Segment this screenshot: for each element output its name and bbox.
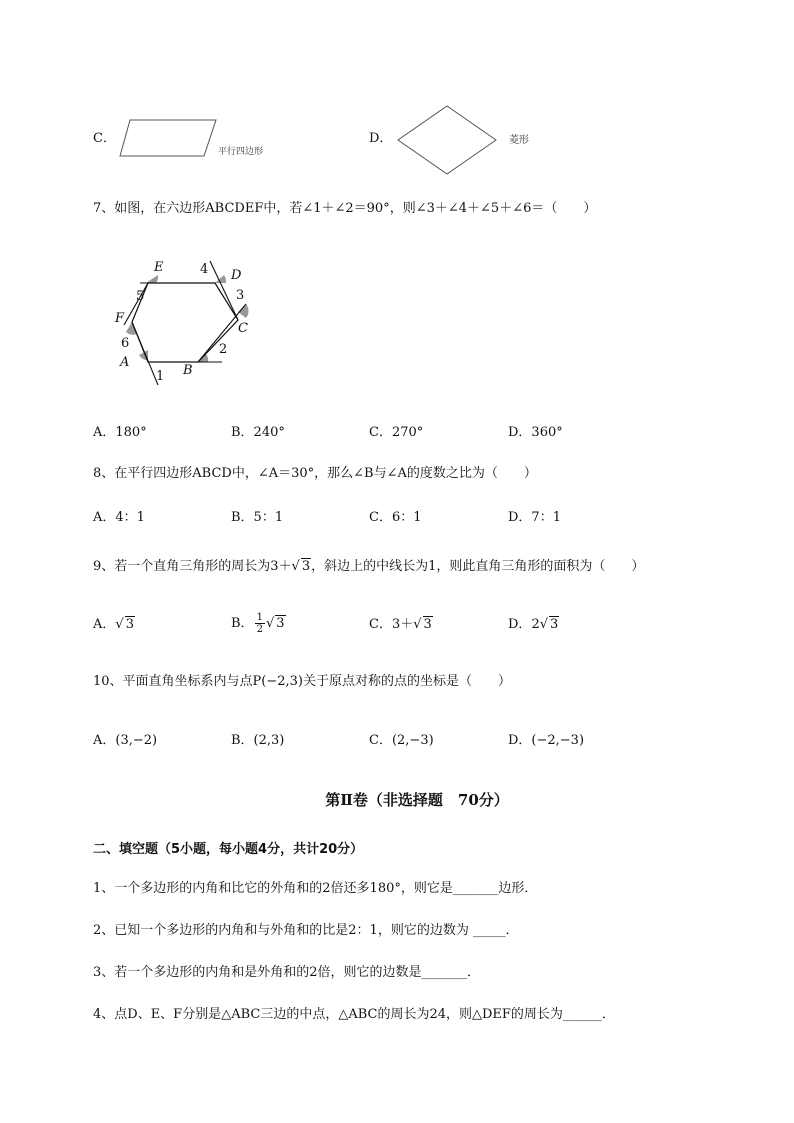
fill-question-1: 1、一个多边形的内角和比它的外角和的2倍还多180°，则它是_______边形． xyxy=(93,881,538,896)
angle-1-label: 1 xyxy=(156,369,165,384)
angle-mark-6 xyxy=(126,322,137,335)
q9-c-label: C． xyxy=(369,617,392,632)
parallelogram-caption: 平行四边形 xyxy=(218,147,264,157)
q9-b-radicand: 3 xyxy=(276,616,285,631)
sqrt-sign: √ xyxy=(265,616,275,631)
q10-option-c: C．(2,−3) xyxy=(369,733,434,748)
q9-d-radicand: 3 xyxy=(550,617,559,632)
sqrt-sign: √ xyxy=(291,559,300,574)
q9-d-pre: 2 xyxy=(531,617,540,632)
q7-option-d: D．360° xyxy=(508,425,563,440)
q8-option-c: C．6：1 xyxy=(369,510,422,525)
q9-option-a xyxy=(93,616,135,634)
fill-question-2: 2、已知一个多边形的内角和与外角和的比是2：1，则它的边数为 _____． xyxy=(93,923,519,938)
q9-d-label: D． xyxy=(508,617,532,632)
q9-c-pre: 3＋ xyxy=(391,617,414,632)
q9-stem-radicand: 3 xyxy=(301,559,311,574)
q9-stem-pre: 9、若一个直角三角形的周长为3＋ xyxy=(93,559,292,574)
rhombus-figure xyxy=(396,104,498,176)
angle-4-label: 4 xyxy=(200,262,209,277)
q7-option-a: A．180° xyxy=(93,425,147,440)
q9-option-c xyxy=(369,616,433,634)
sqrt-sign: √ xyxy=(413,617,422,632)
angle-3-label: 3 xyxy=(236,288,245,303)
q9-stem xyxy=(93,558,644,576)
q6-option-d-label: D． xyxy=(369,131,393,146)
part2-title: 第Ⅱ卷（非选择题 70分） xyxy=(325,791,509,809)
fill-question-4: 4、点D、E、F分别是△ABC三边的中点，△ABC的周长为24，则△DEF的周长为______． xyxy=(93,1007,615,1022)
q8-stem: 8、在平行四边形ABCD中，∠A＝30°，那么∠B与∠A的度数之比为（ ） xyxy=(93,466,537,481)
section2-heading: 二、填空题（5小题，每小题4分，共计20分） xyxy=(93,842,364,857)
parallelogram-figure xyxy=(118,118,218,160)
rhombus-caption: 菱形 xyxy=(509,135,529,146)
q7-stem: 7、如图，在六边形ABCDEF中，若∠1＋∠2＝90°，则∠3＋∠4＋∠5＋∠6＝（ ） xyxy=(93,201,597,216)
q8-option-d: D．7：1 xyxy=(508,510,561,525)
angle-5-label: 5 xyxy=(136,289,145,304)
vertex-f-label: F xyxy=(115,311,125,326)
q9-option-d xyxy=(508,616,559,634)
fill-question-3: 3、若一个多边形的内角和是外角和的2倍，则它的边数是_______． xyxy=(93,965,481,980)
q9-a-radicand: 3 xyxy=(125,617,134,632)
q7-option-b: B．240° xyxy=(231,425,285,440)
q9-stem-post: ，斜边上的中线长为1，则此直角三角形的面积为（ ） xyxy=(311,559,645,574)
q10-option-a: A．(3,−2) xyxy=(93,733,158,748)
q6-option-c-label: C． xyxy=(93,131,116,146)
angle-6-label: 6 xyxy=(121,336,130,351)
q9-a-label: A． xyxy=(93,617,116,632)
q10-stem: 10、平面直角坐标系内与点P(−2,3)关于原点对称的点的坐标是（ ） xyxy=(93,674,511,689)
q9-c-radicand: 3 xyxy=(423,617,432,632)
q9-b-label: B． xyxy=(231,616,254,631)
q10-option-d: D．(−2,−3) xyxy=(508,733,585,748)
sqrt-sign: √ xyxy=(539,617,549,632)
vertex-b-label: B xyxy=(183,363,193,378)
q8-option-b: B．5：1 xyxy=(231,510,284,525)
vertex-e-label: E xyxy=(154,260,164,275)
fraction-numerator: 1 xyxy=(256,612,263,623)
angle-2-label: 2 xyxy=(219,342,228,357)
q9-option-b xyxy=(231,610,286,638)
fraction xyxy=(255,612,265,635)
sqrt-sign: √ xyxy=(115,617,124,632)
vertex-d-label: D xyxy=(231,268,242,283)
q10-option-b: B．(2,3) xyxy=(231,733,285,748)
vertex-a-label: A xyxy=(120,355,130,370)
q7-option-c: C．270° xyxy=(369,425,424,440)
q8-option-a: A．4：1 xyxy=(93,510,145,525)
vertex-c-label: C xyxy=(238,321,248,336)
fraction-denominator: 2 xyxy=(256,624,263,635)
